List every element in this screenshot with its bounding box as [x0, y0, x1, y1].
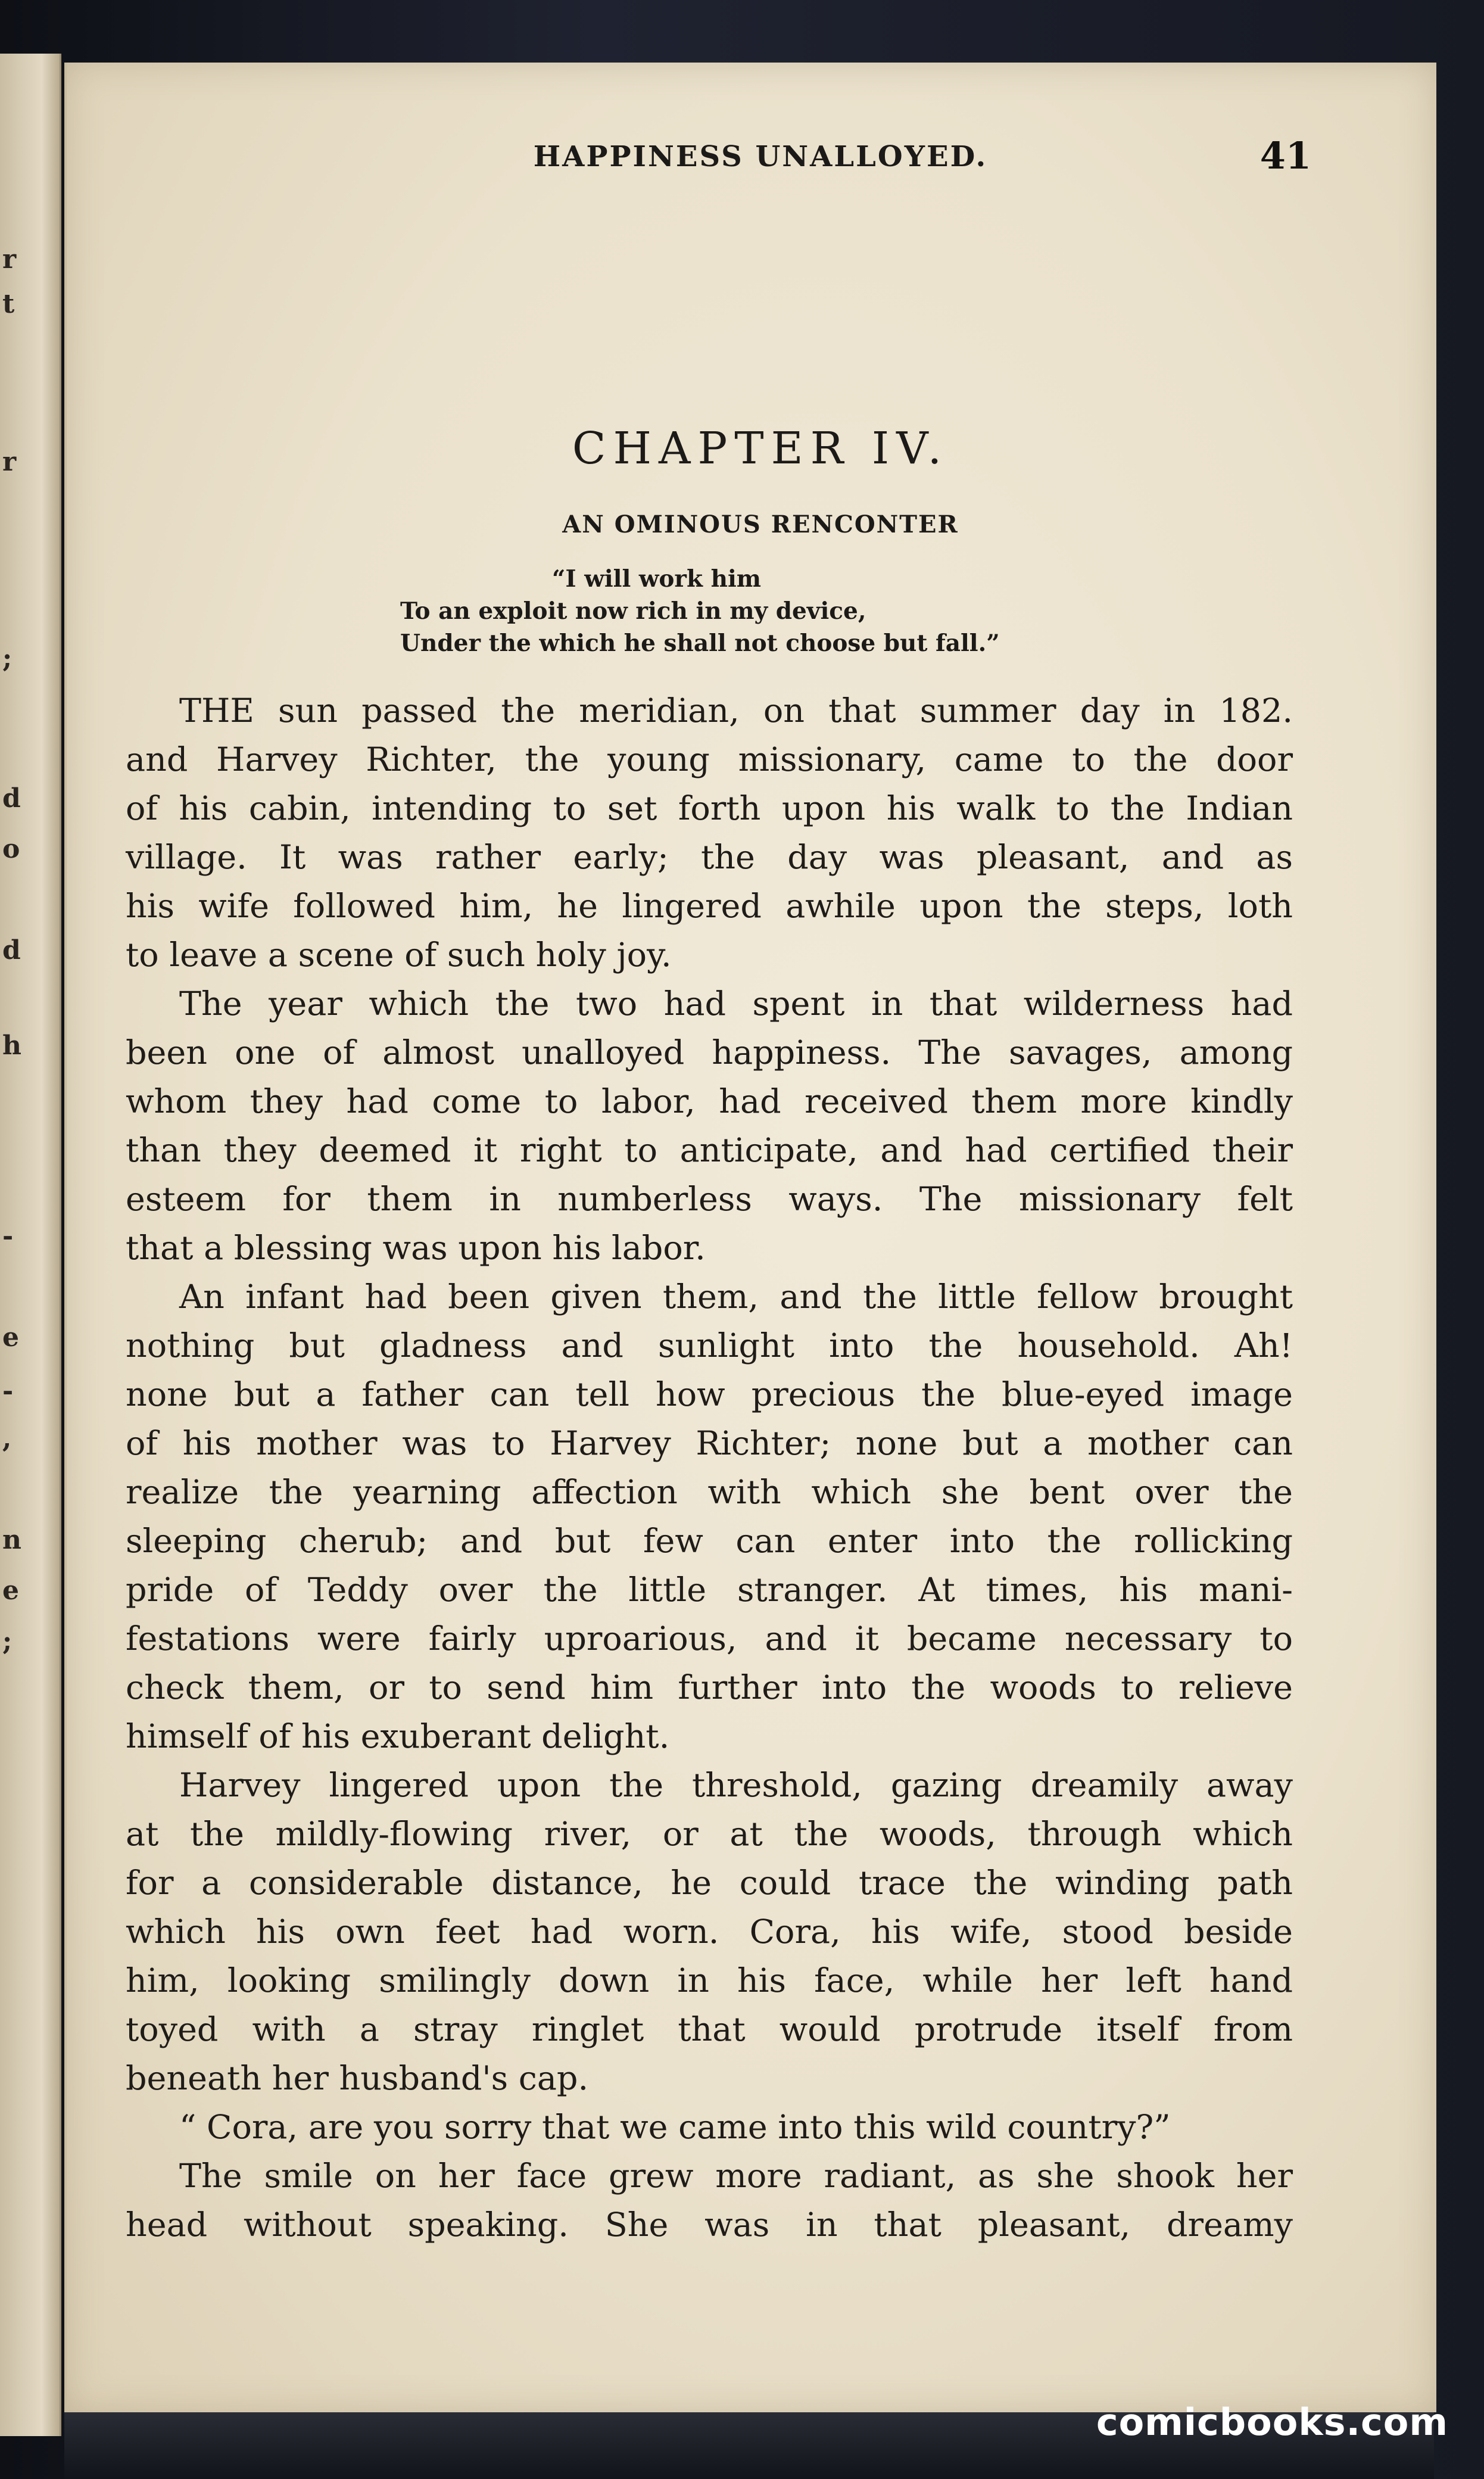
body-text	[126, 687, 1293, 2250]
page-number: 41	[1259, 134, 1311, 177]
text-line: sleeping cherub; and but few can enter into the rollicking	[126, 1522, 1293, 1561]
margin-fragment: n	[2, 1525, 21, 1555]
facing-page-edge	[0, 54, 61, 2436]
text-line: himself of his exuberant delight.	[126, 1717, 670, 1756]
text-line: nothing but gladness and sunlight into the household. Ah!	[126, 1326, 1293, 1365]
text-line: been one of almost unalloyed happiness. The savages, among	[126, 1033, 1293, 1072]
paragraph	[126, 2103, 1293, 2152]
text-line: esteem for them in numberless ways. The missionary felt	[126, 1180, 1293, 1219]
epigraph-line: To an exploit now rich in my device,	[400, 597, 866, 625]
margin-fragment: e	[2, 1322, 19, 1353]
margin-fragment: ,	[2, 1424, 12, 1454]
text-line: head without speaking. She was in that pleasant, dreamy	[126, 2206, 1293, 2244]
text-line: “ Cora, are you sorry that we came into this wild country?”	[179, 2108, 1171, 2147]
epigraph-line: Under the which he shall not choose but fall.”	[400, 630, 1000, 657]
chapter-title: CHAPTER IV.	[572, 423, 949, 474]
text-line: at the mildly-flowing river, or at the woods, through which	[126, 1815, 1293, 1854]
text-line: whom they had come to labor, had received them more kindly	[126, 1082, 1293, 1121]
text-line: to leave a scene of such holy joy.	[126, 936, 672, 974]
text-line: of his cabin, intending to set forth upon his walk to the Indian	[126, 789, 1293, 828]
running-head: HAPPINESS UNALLOYED.	[533, 140, 988, 173]
epigraph	[400, 563, 1174, 659]
margin-fragment: h	[2, 1030, 21, 1061]
margin-fragment: d	[2, 935, 21, 966]
text-line: his wife followed him, he lingered awhile upon the steps, loth	[126, 887, 1293, 926]
paragraph	[126, 1273, 1293, 1761]
text-line: THE sun passed the meridian, on that summer day in 182.	[179, 692, 1293, 730]
paragraph	[126, 1761, 1293, 2103]
margin-fragment: t	[2, 289, 15, 319]
text-line: pride of Teddy over the little stranger. At times, his mani-	[126, 1571, 1293, 1609]
margin-fragment: -	[2, 1221, 14, 1251]
text-line: Harvey lingered upon the threshold, gazing dreamily away	[179, 1766, 1293, 1805]
text-line: check them, or to send him further into the woods to relieve	[126, 1668, 1293, 1707]
text-line: The year which the two had spent in that wilderness had	[179, 985, 1293, 1023]
text-line: for a considerable distance, he could trace the winding path	[126, 1864, 1293, 1902]
paragraph	[126, 980, 1293, 1273]
text-line: none but a father can tell how precious the blue-eyed image	[126, 1375, 1293, 1414]
text-line: of his mother was to Harvey Richter; none but a mother can	[126, 1424, 1293, 1463]
text-line: that a blessing was upon his labor.	[126, 1229, 706, 1267]
book-page	[64, 63, 1436, 2412]
margin-fragment: -	[2, 1376, 14, 1406]
margin-fragment: ;	[2, 1626, 13, 1656]
text-line: and Harvey Richter, the young missionary, came to the door	[126, 740, 1293, 779]
paragraph	[126, 2152, 1293, 2250]
text-line: beneath her husband's cap.	[126, 2059, 589, 2098]
margin-fragment: r	[2, 447, 17, 477]
epigraph-line: “I will work him	[552, 565, 762, 593]
margin-fragment: r	[2, 244, 17, 275]
text-line: than they deemed it right to anticipate, and had certified their	[126, 1131, 1293, 1170]
text-line: him, looking smilingly down in his face, while her left hand	[126, 1961, 1293, 2000]
text-line: festations were fairly uproarious, and it became necessary to	[126, 1620, 1293, 1658]
chapter-subtitle: AN OMINOUS RENCONTER	[562, 510, 959, 538]
text-line: realize the yearning affection with which she bent over the	[126, 1473, 1293, 1512]
text-line: An infant had been given them, and the little fellow brought	[179, 1278, 1293, 1316]
text-line: which his own feet had worn. Cora, his wife, stood beside	[126, 1913, 1293, 1951]
margin-fragment: e	[2, 1575, 19, 1606]
text-line: village. It was rather early; the day was pleasant, and as	[126, 838, 1293, 877]
watermark: comicbooks.com	[1096, 2400, 1448, 2444]
margin-fragment: ;	[2, 643, 13, 674]
text-line: The smile on her face grew more radiant, as she shook her	[179, 2157, 1293, 2195]
margin-fragment: o	[2, 834, 20, 864]
paragraph	[126, 687, 1293, 980]
margin-fragment: d	[2, 783, 21, 814]
text-line: toyed with a stray ringlet that would protrude itself from	[126, 2010, 1293, 2049]
